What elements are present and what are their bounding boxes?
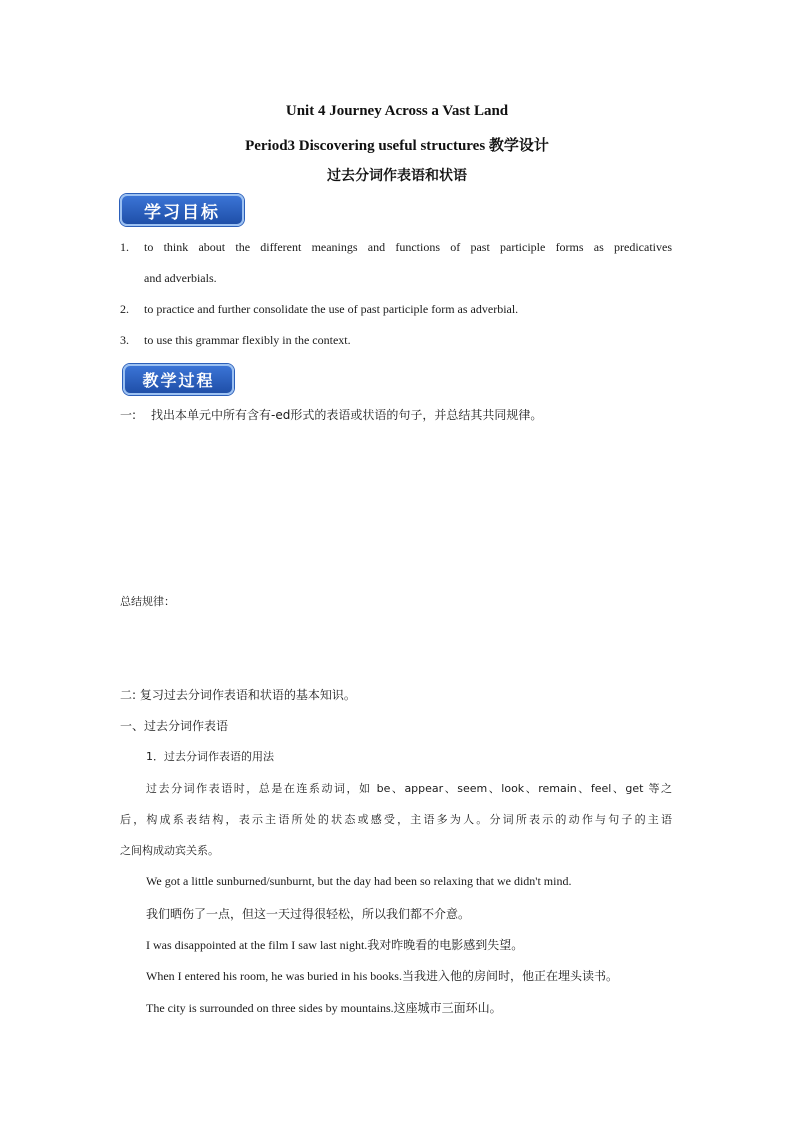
- paragraph-line: 过去分词作表语时，总是在连系动词，如 be、appear、seem、look、remain、feel、get 等之: [146, 782, 672, 795]
- document-topic: 过去分词作表语和状语: [327, 168, 467, 184]
- task2-text: 二: 复习过去分词作表语和状语的基本知识。: [120, 688, 356, 702]
- document-subtitle: Period3 Discovering useful structures 教学设计: [245, 138, 549, 154]
- objective-number: 3.: [120, 333, 129, 347]
- paragraph-line: 后，构成系表结构，表示主语所处的状态或感受，主语多为人。分词所表示的动作与句子的主语: [120, 813, 672, 826]
- example-sentence: When I entered his room, he was buried in his books.当我进入他的房间时，他正在埋头读书。: [146, 969, 618, 983]
- task1-text: 找出本单元中所有含有-ed形式的表语或状语的句子，并总结其共同规律。: [151, 408, 543, 422]
- document-title: Unit 4 Journey Across a Vast Land: [285, 103, 509, 119]
- example-translation: 我们晒伤了一点，但这一天过得很轻松，所以我们都不介意。: [146, 907, 471, 921]
- objective-text: to practice and further consolidate the use of past participle form as adverbial.: [144, 302, 519, 316]
- objective-text: to think about the different meanings and functions of past participle forms as predicatives: [144, 240, 672, 254]
- objective-number: 1.: [120, 240, 129, 254]
- paragraph-line: 之间构成动宾关系。: [120, 844, 219, 857]
- objective-text: to use this grammar flexibly in the context.: [144, 333, 351, 347]
- objective-text-continued: and adverbials.: [144, 271, 217, 285]
- summary-label: 总结规律：: [120, 595, 175, 608]
- objective-number: 2.: [120, 302, 129, 316]
- example-sentence: I was disappointed at the film I saw last night.我对昨晚看的电影感到失望。: [146, 938, 524, 952]
- task1-number: 一:: [120, 408, 137, 422]
- objectives-banner: 学习目标: [120, 194, 244, 226]
- example-sentence: The city is surrounded on three sides by mountains.这座城市三面环山。: [146, 1001, 502, 1015]
- example-sentence: We got a little sunburned/sunburnt, but the day had been so relaxing that we didn't mind.: [146, 874, 572, 888]
- process-banner: 教学过程: [123, 364, 234, 395]
- sub-heading: 1．过去分词作表语的用法: [146, 750, 274, 763]
- section-heading: 一、过去分词作表语: [120, 719, 229, 733]
